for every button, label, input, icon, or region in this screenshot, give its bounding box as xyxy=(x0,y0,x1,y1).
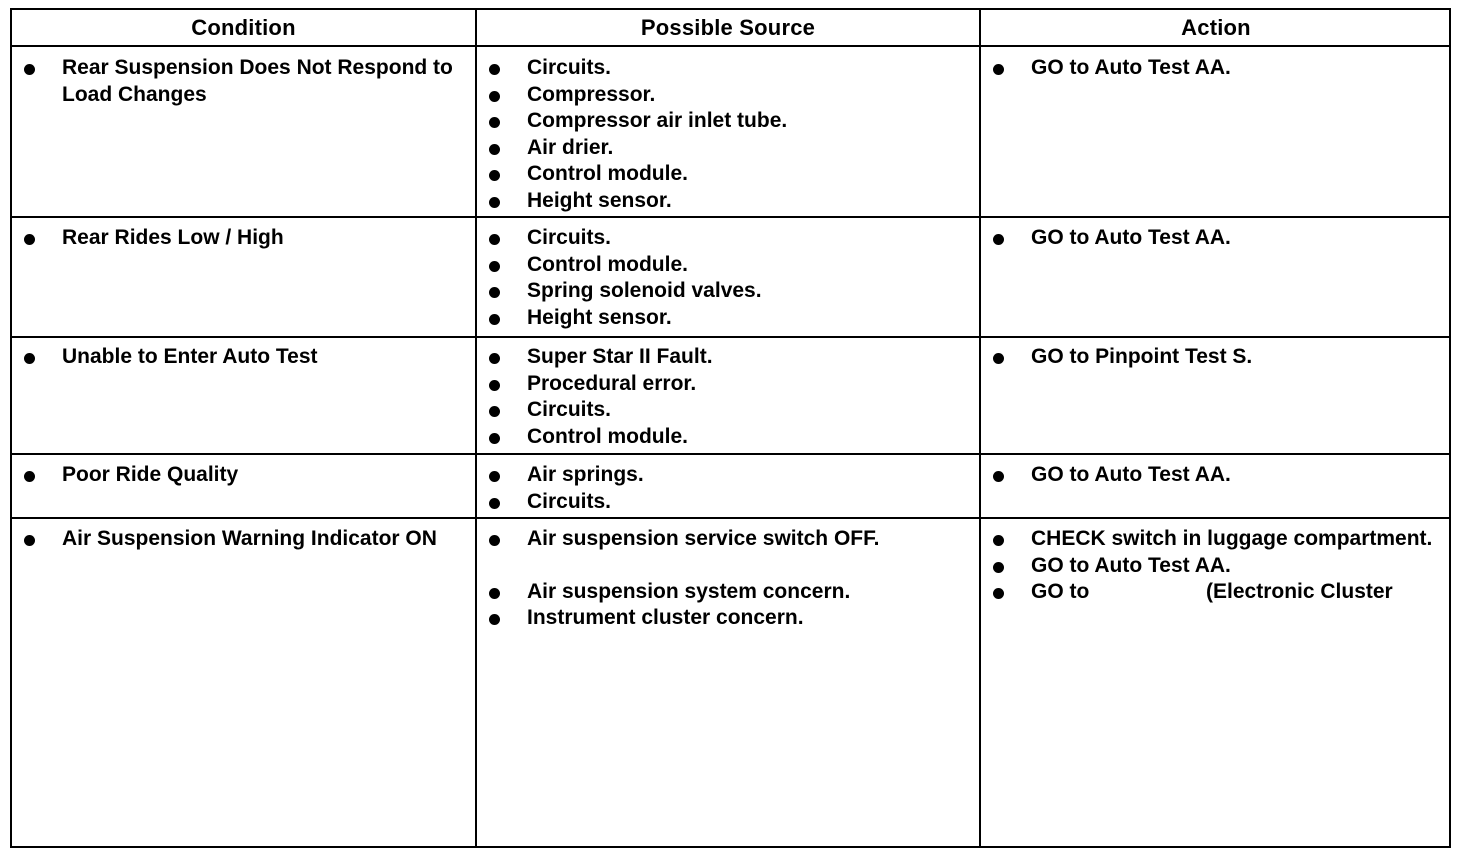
list-item xyxy=(477,135,967,162)
column-divider xyxy=(979,10,981,846)
bullet-list xyxy=(477,344,967,450)
list-item-text: Rear Rides Low / High xyxy=(62,226,284,249)
list-item xyxy=(12,55,457,108)
list-item-text: CHECK switch in luggage compartment. xyxy=(1031,527,1433,550)
list-item-text: Circuits. xyxy=(527,226,612,249)
list-item xyxy=(981,462,1443,489)
list-item xyxy=(12,526,457,553)
bullet-list xyxy=(981,344,1443,371)
bullet-icon xyxy=(24,535,35,546)
bullet-list xyxy=(981,526,1443,606)
bullet-icon xyxy=(489,64,500,75)
list-item xyxy=(477,371,967,398)
list-item-text: GO to Auto Test AA. xyxy=(1031,463,1231,486)
source-cell xyxy=(477,55,967,214)
bullet-icon xyxy=(489,433,500,444)
action-cell xyxy=(981,225,1443,252)
bullet-icon xyxy=(24,234,35,245)
header-possible-source: Possible Source xyxy=(640,15,816,40)
bullet-icon xyxy=(489,144,500,155)
list-item xyxy=(12,344,457,371)
row-divider xyxy=(12,216,1449,218)
source-cell xyxy=(477,526,967,632)
bullet-list xyxy=(477,225,967,331)
list-item-text: Compressor air inlet tube. xyxy=(527,109,788,132)
list-item xyxy=(477,55,967,82)
action-cell xyxy=(981,462,1443,489)
list-item-text: Height sensor. xyxy=(527,305,672,329)
list-item xyxy=(477,605,967,632)
list-item-text: GO to Auto Test AA. xyxy=(1031,226,1231,249)
condition-cell xyxy=(12,55,457,108)
list-item xyxy=(477,579,967,606)
bullet-icon xyxy=(489,197,500,208)
bullet-icon xyxy=(993,535,1004,546)
row-divider xyxy=(12,336,1449,338)
list-item xyxy=(981,526,1443,553)
bullet-list xyxy=(477,526,967,632)
list-item xyxy=(477,489,967,516)
list-item xyxy=(477,397,967,424)
source-cell xyxy=(477,462,967,515)
bullet-list xyxy=(12,225,457,252)
list-item-text: Circuits. xyxy=(527,398,612,421)
list-item-text: Air suspension system concern. xyxy=(527,579,851,603)
list-item-text: GO to Auto Test AA. xyxy=(1031,553,1231,577)
list-item-text: Control module. xyxy=(527,424,688,448)
source-cell xyxy=(477,225,967,331)
list-item xyxy=(477,161,967,188)
list-item xyxy=(477,424,967,451)
list-item xyxy=(981,553,1443,580)
bullet-list xyxy=(477,462,967,515)
header-condition: Condition xyxy=(191,15,296,40)
list-item-text: Air drier. xyxy=(527,135,614,159)
diagnosis-table xyxy=(10,8,1451,848)
condition-cell xyxy=(12,225,457,252)
list-item-text: Procedural error. xyxy=(527,371,697,395)
bullet-icon xyxy=(489,234,500,245)
list-item xyxy=(981,344,1443,371)
list-item xyxy=(477,462,967,489)
bullet-icon xyxy=(993,588,1004,599)
list-item-text: Unable to Enter Auto Test xyxy=(62,345,318,368)
bullet-icon xyxy=(24,471,35,482)
bullet-icon xyxy=(24,64,35,75)
list-item xyxy=(477,252,967,279)
bullet-icon xyxy=(489,535,500,546)
list-item-text: Rear Suspension Does Not Respond to Load Changes xyxy=(62,56,459,106)
action-cell xyxy=(981,55,1443,82)
bullet-icon xyxy=(489,287,500,298)
bullet-icon xyxy=(489,498,500,509)
condition-cell xyxy=(12,462,457,489)
list-item-text: Circuits. xyxy=(527,489,612,513)
list-item-text: Air springs. xyxy=(527,463,644,486)
list-item-text: Poor Ride Quality xyxy=(62,463,239,486)
bullet-icon xyxy=(489,261,500,272)
bullet-icon xyxy=(489,380,500,391)
list-item-text: GO to (Electronic Cluster xyxy=(1031,580,1393,603)
header-action: Action xyxy=(1181,15,1251,40)
bullet-list xyxy=(12,344,457,371)
source-cell xyxy=(477,344,967,450)
row-divider xyxy=(12,517,1449,519)
list-item-text: Air suspension service switch OFF. xyxy=(527,527,880,550)
bullet-list xyxy=(981,462,1443,489)
list-item xyxy=(477,344,967,371)
list-item-text: Circuits. xyxy=(527,56,612,79)
list-item-text: Instrument cluster concern. xyxy=(527,606,804,629)
bullet-list xyxy=(981,225,1443,252)
bullet-icon xyxy=(24,353,35,364)
bullet-icon xyxy=(489,170,500,181)
bullet-icon xyxy=(489,91,500,102)
list-item xyxy=(981,55,1443,82)
list-item-text: Compressor. xyxy=(527,82,656,106)
bullet-icon xyxy=(993,353,1004,364)
list-item xyxy=(477,82,967,109)
list-item-text: Super Star II Fault. xyxy=(527,345,713,368)
bullet-icon xyxy=(489,614,500,625)
list-item-text: Control module. xyxy=(527,252,688,276)
bullet-list xyxy=(477,55,967,214)
bullet-icon xyxy=(489,406,500,417)
condition-cell xyxy=(12,344,457,371)
condition-cell xyxy=(12,526,457,553)
list-item-text: Air Suspension Warning Indicator ON xyxy=(62,527,437,550)
bullet-icon xyxy=(993,64,1004,75)
bullet-list xyxy=(12,526,457,553)
action-cell xyxy=(981,526,1443,606)
list-item xyxy=(477,188,967,215)
bullet-icon xyxy=(489,314,500,325)
bullet-list xyxy=(12,55,457,108)
bullet-icon xyxy=(993,234,1004,245)
list-item xyxy=(981,579,1443,606)
bullet-icon xyxy=(993,471,1004,482)
bullet-icon xyxy=(489,117,500,128)
list-item-text: Spring solenoid valves. xyxy=(527,279,762,302)
list-item xyxy=(477,225,967,252)
list-item-text: GO to Auto Test AA. xyxy=(1031,56,1231,79)
list-item xyxy=(981,225,1443,252)
list-item-text: Height sensor. xyxy=(527,188,672,212)
list-item-text: Control module. xyxy=(527,162,688,185)
bullet-icon xyxy=(489,353,500,364)
bullet-list xyxy=(981,55,1443,82)
bullet-icon xyxy=(489,471,500,482)
list-item xyxy=(12,225,457,252)
list-item xyxy=(477,278,967,305)
action-cell xyxy=(981,344,1443,371)
list-item xyxy=(477,108,967,135)
list-item xyxy=(12,462,457,489)
list-item-text: GO to Pinpoint Test S. xyxy=(1031,345,1253,368)
bullet-icon xyxy=(993,562,1004,573)
row-divider xyxy=(12,453,1449,455)
list-item xyxy=(477,305,967,332)
list-item xyxy=(477,526,967,553)
bullet-icon xyxy=(489,588,500,599)
bullet-list xyxy=(12,462,457,489)
